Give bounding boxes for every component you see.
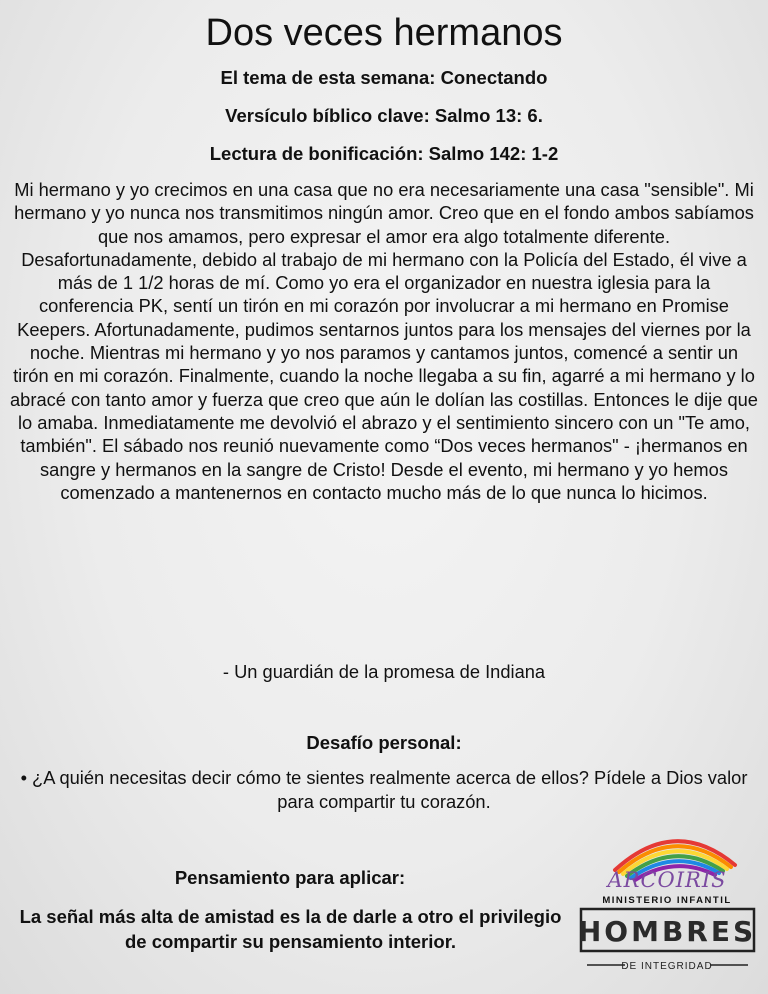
logo-main: HOMBRES xyxy=(577,915,757,948)
apply-heading: Pensamiento para aplicar: xyxy=(174,867,406,888)
challenge-heading: Desafío personal: xyxy=(306,732,462,753)
logo-subtitle: MINISTERIO INFANTIL xyxy=(602,895,732,906)
logo-tagline: DE INTEGRIDAD xyxy=(621,961,713,972)
story-attribution: - Un guardián de la promesa de Indiana xyxy=(222,661,546,682)
apply-text: La señal más alta de amistad es la de darle a otro el privilegio de compartir su pensamiento interior. xyxy=(19,906,562,952)
bonus-reading-line: Lectura de bonificación: Salmo 142: 1-2 xyxy=(209,143,559,164)
ministry-logo xyxy=(575,825,760,980)
page-title: Dos veces hermanos xyxy=(205,12,563,54)
logo-brand-word: ARCOIRIS xyxy=(607,868,727,892)
story-text: Mi hermano y yo crecimos en una casa que no era necesariamente una casa "sensible". Mi hermano y yo nunca nos transmitimos ningún amor. Creo que en el fondo ambos sabíamos que nos amamos, pero expresar el amor era algo totalmente diferente. Desafortunadamente, debido al trabajo de mi hermano con la Policía del Estado, él vive a más de 1 1/2 horas de mí. Como yo era el organizador en nuestra iglesia para la conferencia PK, sentí un tirón en mi corazón por involucrar a mi hermano en Promise Keepers. Afortunadamente, pudimos sentarnos juntos para los mensajes del viernes por la noche. Mientras mi hermano y yo nos paramos y cantamos juntos, comencé a sentir un tirón en mi corazón. Finalmente, cuando la noche llegaba a su fin, agarré a mi hermano y lo abracé con tanto amor y fuerza que creo que aún le dolían las costillas. Entonces le dije que lo amaba. Inmediatamente me devolvió el abrazo y el sentimiento sincero con un "Te amo, también". El sábado nos reunió nuevamente como “Dos veces hermanos" - ¡hermanos en sangre y hermanos en la sangre de Cristo! Desde el evento, mi hermano y yo hemos comenzado a mantenernos en contacto mucho más de lo que nunca lo hicimos. xyxy=(10,179,758,503)
challenge-item: • ¿A quién necesitas decir cómo te sientes realmente acerca de ellos? Pídele a Dios valor para compartir tu corazón. xyxy=(20,767,748,812)
theme-line: El tema de esta semana: Conectando xyxy=(220,67,548,88)
key-verse-line: Versículo bíblico clave: Salmo 13: 6. xyxy=(225,105,543,126)
logo-graphic xyxy=(575,825,760,980)
